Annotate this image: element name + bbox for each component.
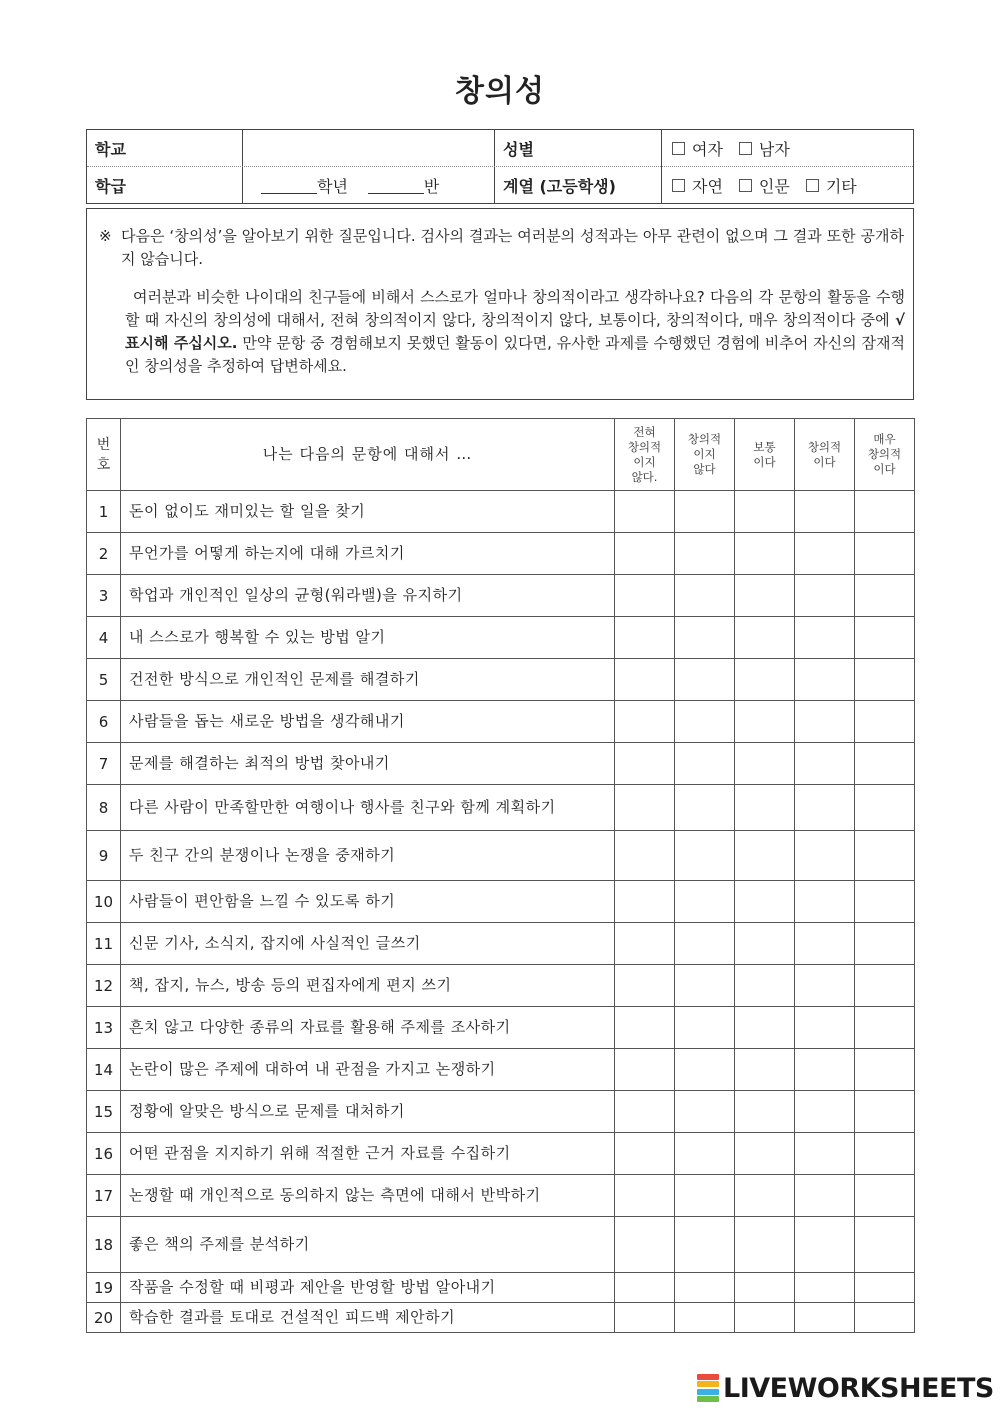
answer-cell[interactable] [735, 785, 795, 831]
answer-cell[interactable] [615, 965, 675, 1007]
question-row [87, 1007, 915, 1049]
question-row [87, 1133, 915, 1175]
answer-cell[interactable] [615, 1303, 675, 1333]
answer-cell[interactable] [615, 1217, 675, 1273]
answer-cell[interactable] [675, 575, 735, 617]
question-text: 정황에 알맞은 방식으로 문제를 대처하기 [121, 1091, 615, 1133]
checkbox-icon[interactable] [739, 179, 752, 192]
answer-cell[interactable] [675, 1303, 735, 1333]
question-text: 신문 기사, 소식지, 잡지에 사실적인 글쓰기 [121, 923, 615, 965]
answer-cell[interactable] [795, 491, 855, 533]
answer-cell[interactable] [735, 1273, 795, 1303]
answer-cell[interactable] [735, 701, 795, 743]
question-text: 좋은 책의 주제를 분석하기 [121, 1217, 615, 1273]
question-row [87, 1273, 915, 1303]
question-text: 건전한 방식으로 개인적인 문제를 해결하기 [121, 659, 615, 701]
answer-cell[interactable] [675, 1217, 735, 1273]
school-label: 학교 [95, 140, 126, 159]
answer-cell[interactable] [735, 831, 795, 881]
scale-header-creative: 창의적 이다 [795, 419, 855, 491]
answer-cell[interactable] [675, 1049, 735, 1091]
answer-cell[interactable] [615, 881, 675, 923]
track-option-humanities[interactable]: 인문 [739, 174, 790, 197]
answer-cell[interactable] [675, 743, 735, 785]
grade-suffix: 학년 [317, 177, 348, 196]
answer-cell[interactable] [675, 491, 735, 533]
grade-class-field [243, 167, 493, 204]
answer-cell[interactable] [855, 533, 915, 575]
answer-cell[interactable] [615, 923, 675, 965]
question-row [87, 881, 915, 923]
answer-cell[interactable] [855, 785, 915, 831]
question-number: 6 [87, 701, 121, 743]
answer-cell[interactable] [735, 1303, 795, 1333]
answer-cell[interactable] [615, 491, 675, 533]
question-number: 7 [87, 743, 121, 785]
question-row [87, 533, 915, 575]
answer-cell[interactable] [735, 1049, 795, 1091]
question-text: 다른 사람이 만족할만한 여행이나 행사를 친구와 함께 계획하기 [121, 785, 615, 831]
answer-cell[interactable] [795, 923, 855, 965]
answer-cell[interactable] [675, 1175, 735, 1217]
answer-cell[interactable] [675, 923, 735, 965]
answer-cell[interactable] [855, 1303, 915, 1333]
answer-cell[interactable] [675, 701, 735, 743]
track-option-science[interactable]: 자연 [672, 174, 723, 197]
answer-cell[interactable] [855, 1217, 915, 1273]
answer-cell[interactable] [795, 743, 855, 785]
answer-cell[interactable] [855, 1049, 915, 1091]
answer-cell[interactable] [855, 881, 915, 923]
question-row [87, 1303, 915, 1333]
question-number: 11 [87, 923, 121, 965]
answer-cell[interactable] [795, 1091, 855, 1133]
track-options [662, 167, 912, 204]
question-number: 18 [87, 1217, 121, 1273]
answer-cell[interactable] [615, 617, 675, 659]
number-header: 번 호 [87, 419, 121, 491]
question-number: 12 [87, 965, 121, 1007]
question-text: 논란이 많은 주제에 대하여 내 관점을 가지고 논쟁하기 [121, 1049, 615, 1091]
answer-cell[interactable] [855, 923, 915, 965]
answer-cell[interactable] [615, 533, 675, 575]
school-field[interactable] [243, 130, 493, 167]
question-number: 4 [87, 617, 121, 659]
question-row [87, 831, 915, 881]
question-text: 작품을 수정할 때 비평과 제안을 반영할 방법 알아내기 [121, 1273, 615, 1303]
instructions-intro: 다음은 ‘창의성’을 알아보기 위한 질문입니다. 검사의 결과는 여러분의 성적과는 아무 관련이 없으며 그 결과 또한 공개하지 않습니다. [121, 227, 904, 268]
answer-cell[interactable] [675, 831, 735, 881]
answer-cell[interactable] [795, 659, 855, 701]
answer-cell[interactable] [795, 701, 855, 743]
question-number: 8 [87, 785, 121, 831]
question-number: 13 [87, 1007, 121, 1049]
answer-cell[interactable] [735, 533, 795, 575]
question-number: 19 [87, 1273, 121, 1303]
question-number: 2 [87, 533, 121, 575]
answer-cell[interactable] [735, 659, 795, 701]
question-row [87, 743, 915, 785]
answer-cell[interactable] [795, 831, 855, 881]
question-text: 학업과 개인적인 일상의 균형(워라밸)을 유지하기 [121, 575, 615, 617]
answer-cell[interactable] [675, 881, 735, 923]
checkbox-icon[interactable] [672, 179, 685, 192]
answer-cell[interactable] [795, 965, 855, 1007]
question-row [87, 1049, 915, 1091]
answer-cell[interactable] [735, 617, 795, 659]
answer-cell[interactable] [615, 575, 675, 617]
answer-cell[interactable] [855, 1175, 915, 1217]
answer-cell[interactable] [675, 659, 735, 701]
answer-cell[interactable] [855, 491, 915, 533]
answer-cell[interactable] [795, 1007, 855, 1049]
gender-options [662, 130, 912, 167]
question-number: 3 [87, 575, 121, 617]
answer-cell[interactable] [735, 1217, 795, 1273]
answer-cell[interactable] [795, 1273, 855, 1303]
answer-cell[interactable] [735, 1133, 795, 1175]
question-row [87, 923, 915, 965]
instructions-body: 여러분과 비슷한 나이대의 친구들에 비해서 스스로가 얼마나 창의적이라고 생각하나요? 다음의 각 문항의 활동을 수행할 때 자신의 창의성에 대해서, 전혀 창의적이지 않다, 창의적이지 않다, 보통이다, 창의적이다, 매우 창의적이다 중에 √ 표시해 주십시오. 만약 문항 중 경험해보지 못했던 활동이 있다면, 유사한 과제를 수행했던 경험에 비추어 자신의 잠재적인 창의성을 추정하여 답변하세요. [125, 288, 905, 375]
logo-mark-icon [697, 1374, 719, 1402]
question-text: 학습한 결과를 토대로 건설적인 피드백 제안하기 [121, 1303, 615, 1333]
answer-cell[interactable] [735, 743, 795, 785]
scale-header-not-at-all: 전혀 창의적 이지 않다. [615, 419, 675, 491]
question-row [87, 965, 915, 1007]
answer-cell[interactable] [855, 965, 915, 1007]
answer-cell[interactable] [735, 1175, 795, 1217]
gender-option-male[interactable]: 남자 [739, 137, 790, 160]
answer-cell[interactable] [855, 1007, 915, 1049]
answer-cell[interactable] [735, 575, 795, 617]
answer-cell[interactable] [855, 617, 915, 659]
answer-cell[interactable] [615, 1273, 675, 1303]
question-text: 내 스스로가 행복할 수 있는 방법 알기 [121, 617, 615, 659]
answer-cell[interactable] [615, 1049, 675, 1091]
answer-cell[interactable] [855, 701, 915, 743]
answer-cell[interactable] [795, 533, 855, 575]
answer-cell[interactable] [855, 575, 915, 617]
question-number: 16 [87, 1133, 121, 1175]
scale-header-very-creative: 매우 창의적 이다 [855, 419, 915, 491]
scale-header-not-creative: 창의적 이지 않다 [675, 419, 735, 491]
answer-cell[interactable] [735, 923, 795, 965]
checkbox-icon[interactable] [806, 179, 819, 192]
question-row [87, 1175, 915, 1217]
student-info-table [86, 129, 914, 204]
answer-cell[interactable] [675, 1091, 735, 1133]
question-text: 책, 잡지, 뉴스, 방송 등의 편집자에게 편지 쓰기 [121, 965, 615, 1007]
question-number: 10 [87, 881, 121, 923]
reference-mark-icon: ※ [99, 227, 112, 245]
answer-cell[interactable] [795, 881, 855, 923]
question-number: 1 [87, 491, 121, 533]
question-row [87, 1091, 915, 1133]
answer-cell[interactable] [735, 1091, 795, 1133]
question-number: 20 [87, 1303, 121, 1333]
answer-cell[interactable] [855, 831, 915, 881]
answer-cell[interactable] [615, 1175, 675, 1217]
answer-cell[interactable] [615, 701, 675, 743]
scale-header-neutral: 보통 이다 [735, 419, 795, 491]
question-text: 논쟁할 때 개인적으로 동의하지 않는 측면에 대해서 반박하기 [121, 1175, 615, 1217]
question-text: 흔치 않고 다양한 종류의 자료를 활용해 주제를 조사하기 [121, 1007, 615, 1049]
answer-cell[interactable] [615, 1091, 675, 1133]
question-text: 어떤 관점을 지지하기 위해 적절한 근거 자료를 수집하기 [121, 1133, 615, 1175]
logo-text: LIVEWORKSHEETS [723, 1372, 994, 1404]
question-row [87, 1217, 915, 1273]
question-text: 사람들이 편안함을 느낄 수 있도록 하기 [121, 881, 615, 923]
answer-cell[interactable] [675, 785, 735, 831]
question-text: 사람들을 돕는 새로운 방법을 생각해내기 [121, 701, 615, 743]
question-row [87, 659, 915, 701]
class-blank[interactable] [368, 178, 424, 194]
answer-cell[interactable] [795, 1217, 855, 1273]
question-text: 돈이 없이도 재미있는 할 일을 찾기 [121, 491, 615, 533]
question-text: 문제를 해결하는 최적의 방법 찾아내기 [121, 743, 615, 785]
question-number: 14 [87, 1049, 121, 1091]
answer-cell[interactable] [675, 965, 735, 1007]
answer-cell[interactable] [675, 1273, 735, 1303]
answer-cell[interactable] [855, 1273, 915, 1303]
answer-cell[interactable] [855, 659, 915, 701]
answer-cell[interactable] [615, 1007, 675, 1049]
answer-cell[interactable] [675, 1133, 735, 1175]
answer-cell[interactable] [615, 659, 675, 701]
track-label: 계열 (고등학생) [503, 177, 616, 196]
grade-blank[interactable] [261, 178, 317, 194]
answer-cell[interactable] [795, 575, 855, 617]
class-suffix: 반 [423, 177, 440, 196]
answer-cell[interactable] [855, 743, 915, 785]
answer-cell[interactable] [675, 617, 735, 659]
answer-cell[interactable] [675, 533, 735, 575]
class-label: 학급 [95, 177, 126, 196]
gender-option-female[interactable]: 여자 [672, 137, 723, 160]
checkbox-icon[interactable] [672, 142, 685, 155]
answer-cell[interactable] [615, 831, 675, 881]
question-row [87, 617, 915, 659]
answer-cell[interactable] [735, 965, 795, 1007]
instructions-box [86, 208, 914, 400]
question-number: 17 [87, 1175, 121, 1217]
question-row [87, 785, 915, 831]
answer-cell[interactable] [855, 1091, 915, 1133]
answer-cell[interactable] [855, 1133, 915, 1175]
answer-cell[interactable] [735, 881, 795, 923]
gender-label: 성별 [503, 140, 534, 159]
page-title: 창의성 [455, 74, 545, 109]
answer-cell[interactable] [795, 1133, 855, 1175]
question-row [87, 491, 915, 533]
answer-cell[interactable] [615, 785, 675, 831]
question-table [86, 418, 915, 1333]
checkbox-icon[interactable] [739, 142, 752, 155]
answer-cell[interactable] [795, 785, 855, 831]
answer-cell[interactable] [795, 617, 855, 659]
instructions-emphasis: √ 표시해 주십시오. [125, 311, 905, 352]
answer-cell[interactable] [615, 1133, 675, 1175]
question-row [87, 575, 915, 617]
answer-cell[interactable] [795, 1049, 855, 1091]
answer-cell[interactable] [735, 491, 795, 533]
question-text: 두 친구 간의 분쟁이나 논쟁을 중재하기 [121, 831, 615, 881]
answer-cell[interactable] [615, 743, 675, 785]
question-number: 5 [87, 659, 121, 701]
liveworksheets-logo [697, 1372, 994, 1404]
item-header: 나는 다음의 문항에 대해서 … [121, 419, 615, 491]
answer-cell[interactable] [735, 1007, 795, 1049]
track-option-other[interactable]: 기타 [806, 174, 857, 197]
answer-cell[interactable] [675, 1007, 735, 1049]
answer-cell[interactable] [795, 1175, 855, 1217]
answer-cell[interactable] [795, 1303, 855, 1333]
question-number: 15 [87, 1091, 121, 1133]
question-number: 9 [87, 831, 121, 881]
question-row [87, 701, 915, 743]
question-text: 무언가를 어떻게 하는지에 대해 가르치기 [121, 533, 615, 575]
